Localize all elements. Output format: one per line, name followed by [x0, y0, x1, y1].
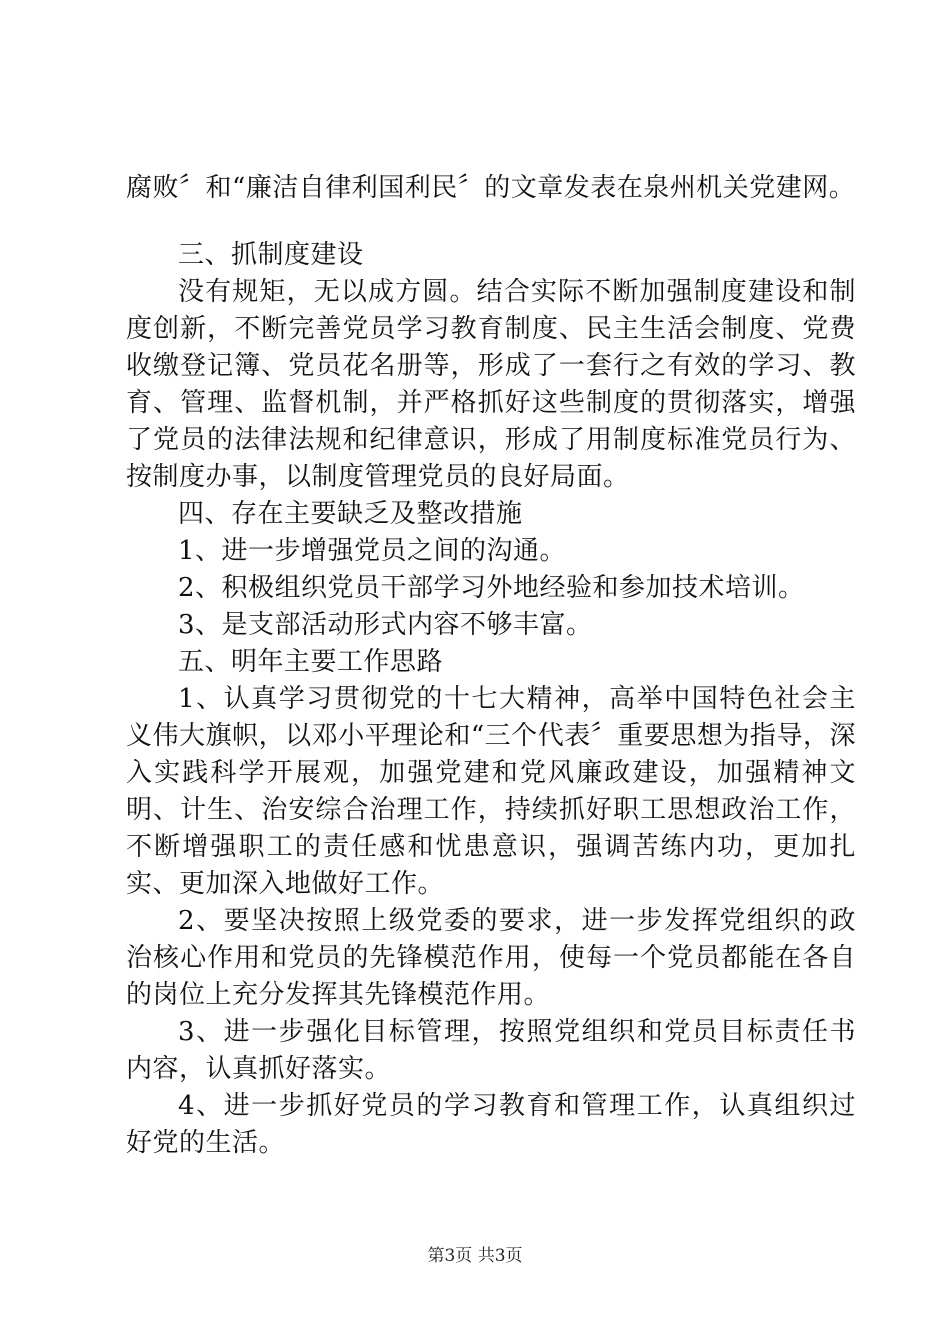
- section-heading-5: 五、明年主要工作思路: [178, 647, 444, 677]
- document-body: [126, 170, 856, 1162]
- list-item-plan-1: 1、认真学习贯彻党的十七大精神，高举中国特色社会主义伟大旗帜，以邓小平理论和“三个代表〞重要思想为指导，深入实践科学开展观，加强党建和党风廉政建设，加强精神文明、计生、治安综合治理工作，持续抓好职工思想政治工作，不断增强职工的责任感和忧患意识，强调苦练内功，更加扎实、更加深入地做好工作。: [126, 684, 856, 899]
- list-item-plan-2: 2、要坚决按照上级党委的要求，进一步发挥党组织的政治核心作用和党员的先锋模范作用，使每一个党员都能在各自的岗位上充分发挥其先锋模范作用。: [126, 906, 856, 1010]
- paragraph-system-building: 没有规矩，无以成方圆。结合实际不断加强制度建设和制度创新，不断完善党员学习教育制度、民主生活会制度、党费收缴登记簿、党员花名册等，形成了一套行之有效的学习、教育、管理、监督机制，并严格抓好这些制度的贯彻落实，增强了党员的法律法规和纪律意识，形成了用制度标准党员行为、按制度办事，以制度管理党员的良好局面。: [126, 277, 856, 492]
- page-number-footer: 第3页 共3页: [427, 1246, 523, 1266]
- list-item-shortcoming-2: 2、积极组织党员干部学习外地经验和参加技术培训。: [178, 573, 805, 603]
- paragraph-continuation: 腐败〞和“廉洁自律利国利民〞的文章发表在泉州机关党建网。: [126, 173, 856, 203]
- list-item-shortcoming-1: 1、进一步增强党员之间的沟通。: [178, 536, 567, 566]
- list-item-shortcoming-3: 3、是支部活动形式内容不够丰富。: [178, 610, 593, 640]
- section-heading-4: 四、存在主要缺乏及整改措施: [178, 499, 523, 529]
- list-item-plan-4: 4、进一步抓好党员的学习教育和管理工作，认真组织过好党的生活。: [126, 1091, 856, 1158]
- list-item-plan-3: 3、进一步强化目标管理，按照党组织和党员目标责任书内容，认真抓好落实。: [126, 1017, 856, 1084]
- section-heading-3: 三、抓制度建设: [178, 240, 364, 270]
